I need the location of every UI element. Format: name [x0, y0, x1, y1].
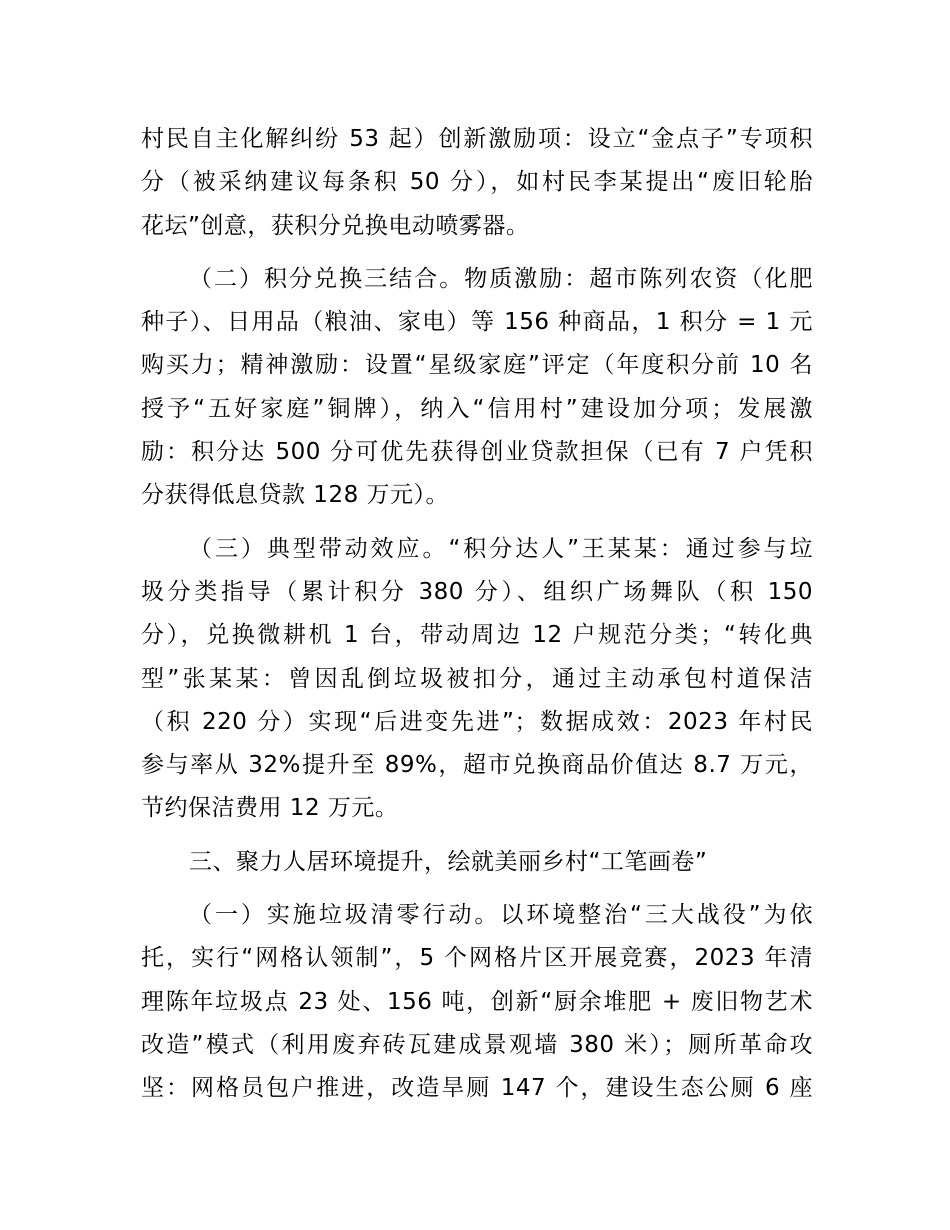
paragraph-garbage-clearing — [141, 894, 813, 1110]
text-line: （积 220 分）实现“后进变先进”；数据成效：2023 年村民 — [141, 708, 813, 735]
text-line: （二）积分兑换三结合。物质激励：超市陈列农资（化肥 — [189, 265, 813, 292]
text-line: 节约保洁费用 12 万元。 — [141, 795, 399, 822]
text-line: 购买力；精神激励：设置“星级家庭”评定（年度积分前 10 名 — [141, 352, 813, 379]
paragraph-typical-examples — [141, 528, 813, 831]
text-line: 村民自主化解纠纷 53 起）创新激励项：设立“金点子”专项积 — [141, 126, 813, 152]
text-line: 授予“五好家庭”铜牌），纳入“信用村”建设加分项；发展激 — [141, 395, 813, 422]
text-line: 励：积分达 500 分可优先获得创业贷款担保（已有 7 户凭积 — [141, 439, 813, 466]
text-line: （一）实施垃圾清零行动。以环境整治“三大战役”为依 — [189, 902, 813, 929]
text-line: 改造”模式（利用废弃砖瓦建成景观墙 380 米）；厕所革命攻 — [141, 1031, 813, 1058]
document-page — [141, 118, 813, 1111]
text-line: 种子）、日用品（粮油、家电）等 156 种商品，1 积分 = 1 元 — [141, 309, 813, 336]
section-heading — [141, 841, 813, 884]
paragraph-points-exchange — [141, 258, 813, 518]
text-line: 圾分类指导（累计积分 380 分）、组织广场舞队（积 150 — [141, 578, 813, 605]
paragraph-continuation — [141, 118, 813, 248]
text-line: 托，实行“网格认领制”，5 个网格片区开展竞赛，2023 年清 — [141, 945, 813, 972]
text-line: 参与率从 32%提升至 89%，超市兑换商品价值达 8.7 万元， — [141, 752, 813, 779]
text-line: 理陈年垃圾点 23 处、156 吨，创新“厨余堆肥 + 废旧物艺术 — [141, 988, 813, 1015]
text-line: （三）典型带动效应。“积分达人”王某某：通过参与垃 — [189, 535, 813, 562]
text-line: 坚：网格员包户推进，改造旱厕 147 个，建设生态公厕 6 座 — [141, 1075, 813, 1102]
text-line: 分），兑换微耕机 1 台，带动周边 12 户规范分类；“转化典 — [141, 622, 813, 649]
text-line: 花坛”创意，获积分兑换电动喷雾器。 — [141, 212, 530, 239]
section-title: 三、聚力人居环境提升，绘就美丽乡村“工笔画卷” — [189, 848, 708, 875]
text-line: 型”张某某：曾因乱倒垃圾被扣分，通过主动承包村道保洁 — [141, 665, 813, 692]
text-line: 分获得低息贷款 128 万元）。 — [141, 482, 450, 509]
text-line: 分（被采纳建议每条积 50 分），如村民李某提出“废旧轮胎 — [141, 169, 813, 196]
